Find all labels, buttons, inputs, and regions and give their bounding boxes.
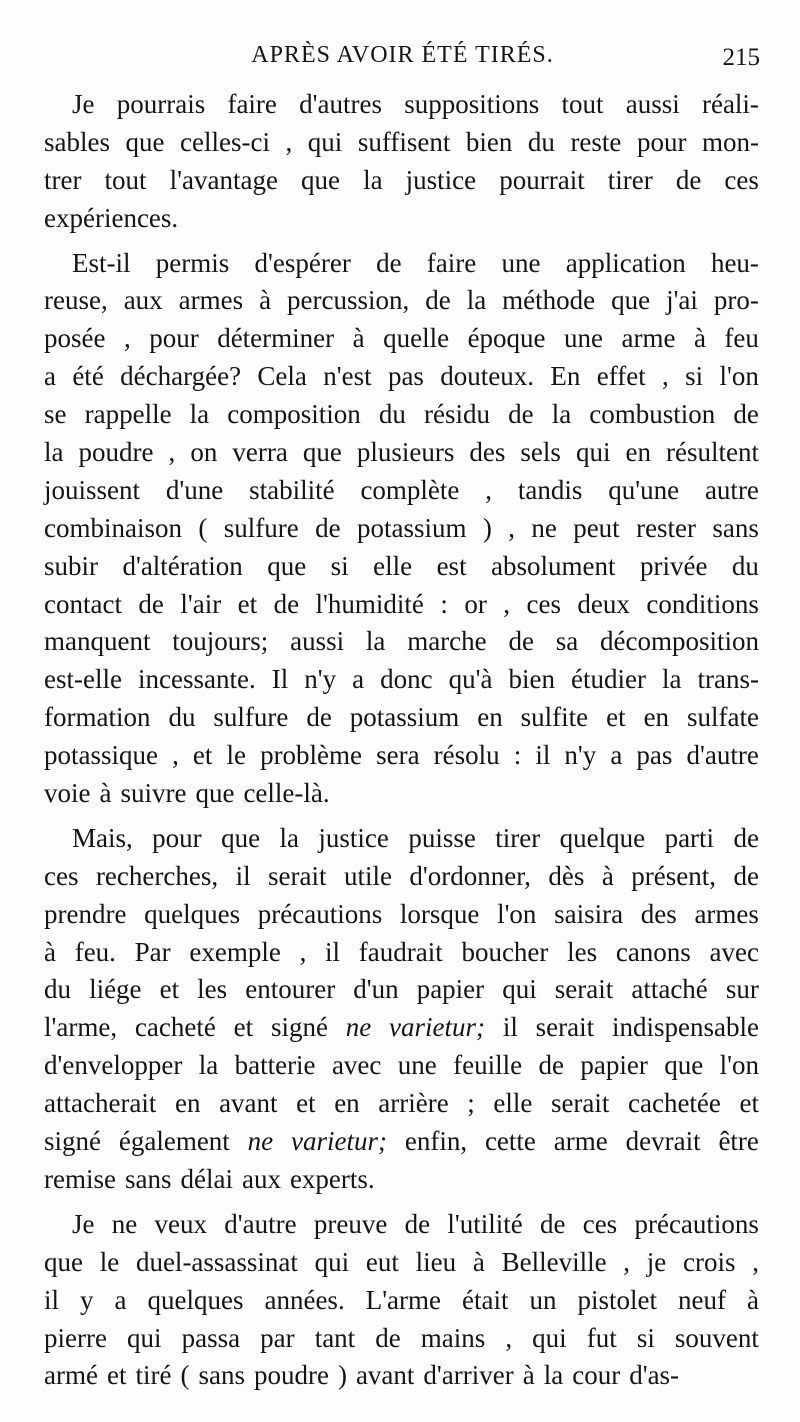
text-line: formation du sulfure de potassium en sulfite et en sulfate [44, 702, 759, 733]
text-line: posée , pour déterminer à quelle époque une arme à feu [44, 323, 759, 354]
text-line: combinaison ( sulfure de potassium ) , ne peut rester sans [44, 512, 759, 543]
text-line: prendre quelques précautions lorsque l'on saisira des armes [44, 898, 759, 929]
paragraph [44, 1206, 759, 1395]
text-line: contact de l'air et de l'humidité : or , ces deux conditions [44, 588, 759, 619]
paragraph [44, 86, 759, 238]
text-line: à feu. Par exemple , il faudrait boucher les canons avec [44, 936, 759, 967]
text-line: jouissent d'une stabilité complète , tandis qu'une autre [44, 474, 759, 505]
text-line: subir d'altération que si elle est absolument privée du [44, 550, 759, 581]
text-line: signé également ne varietur; enfin, cette arme devrait être [44, 1126, 759, 1157]
text-line: manquent toujours; aussi la marche de sa décomposition [44, 626, 759, 657]
running-head [45, 42, 760, 78]
text-line: la poudre , on verra que plusieurs des sels qui en résultent [44, 437, 759, 468]
running-title: APRÈS AVOIR ÉTÉ TIRÉS. [251, 42, 554, 68]
text-line: remise sans délai aux experts. [44, 1163, 375, 1194]
text-line: attacherait en avant et en arrière ; elle serait cachetée et [44, 1088, 759, 1119]
text-line: Je pourrais faire d'autres suppositions tout aussi réali- [72, 89, 759, 119]
text-line: potassique , et le problème sera résolu : il n'y a pas d'autre [44, 740, 759, 771]
text-line: voie à suivre que celle-là. [44, 778, 330, 809]
text-line: reuse, aux armes à percussion, de la méthode que j'ai pro- [44, 285, 759, 316]
text-line: est-elle incessante. Il n'y a donc qu'à bien étudier la trans- [44, 664, 759, 695]
text-line: pierre qui passa par tant de mains , qui fut si souvent [44, 1322, 759, 1353]
text-line: Je ne veux d'autre preuve de l'utilité de ces précautions [72, 1208, 759, 1239]
page-number: 215 [722, 44, 760, 71]
paragraph [44, 820, 759, 1199]
text-line: du liége et les entourer d'un papier qui serait attaché sur [44, 974, 759, 1005]
text-line: d'envelopper la batterie avec une feuille de papier que l'on [44, 1050, 759, 1081]
text-line: Mais, pour que la justice puisse tirer quelque parti de [72, 822, 759, 853]
paragraph [44, 245, 759, 813]
text-line: sables que celles-ci , qui suffisent bien du reste pour mon- [44, 126, 759, 157]
text-line: trer tout l'avantage que la justice pourrait tirer de ces [44, 164, 759, 195]
body-text [44, 86, 759, 1402]
text-line: a été déchargée? Cela n'est pas douteux. En effet , si l'on [44, 361, 759, 392]
text-line: se rappelle la composition du résidu de la combustion de [44, 399, 759, 430]
text-line: armé et tiré ( sans poudre ) avant d'arriver à la cour d'as- [44, 1360, 680, 1391]
text-line: il y a quelques années. L'arme était un pistolet neuf à [44, 1284, 759, 1315]
text-line: que le duel-assassinat qui eut lieu à Belleville , je crois , [44, 1246, 759, 1277]
text-line: l'arme, cacheté et signé ne varietur; il serait indispensable [44, 1012, 759, 1043]
text-line: ces recherches, il serait utile d'ordonner, dès à présent, de [44, 860, 759, 891]
text-line: expériences. [44, 202, 179, 233]
text-line: Est-il permis d'espérer de faire une application heu- [72, 247, 759, 278]
